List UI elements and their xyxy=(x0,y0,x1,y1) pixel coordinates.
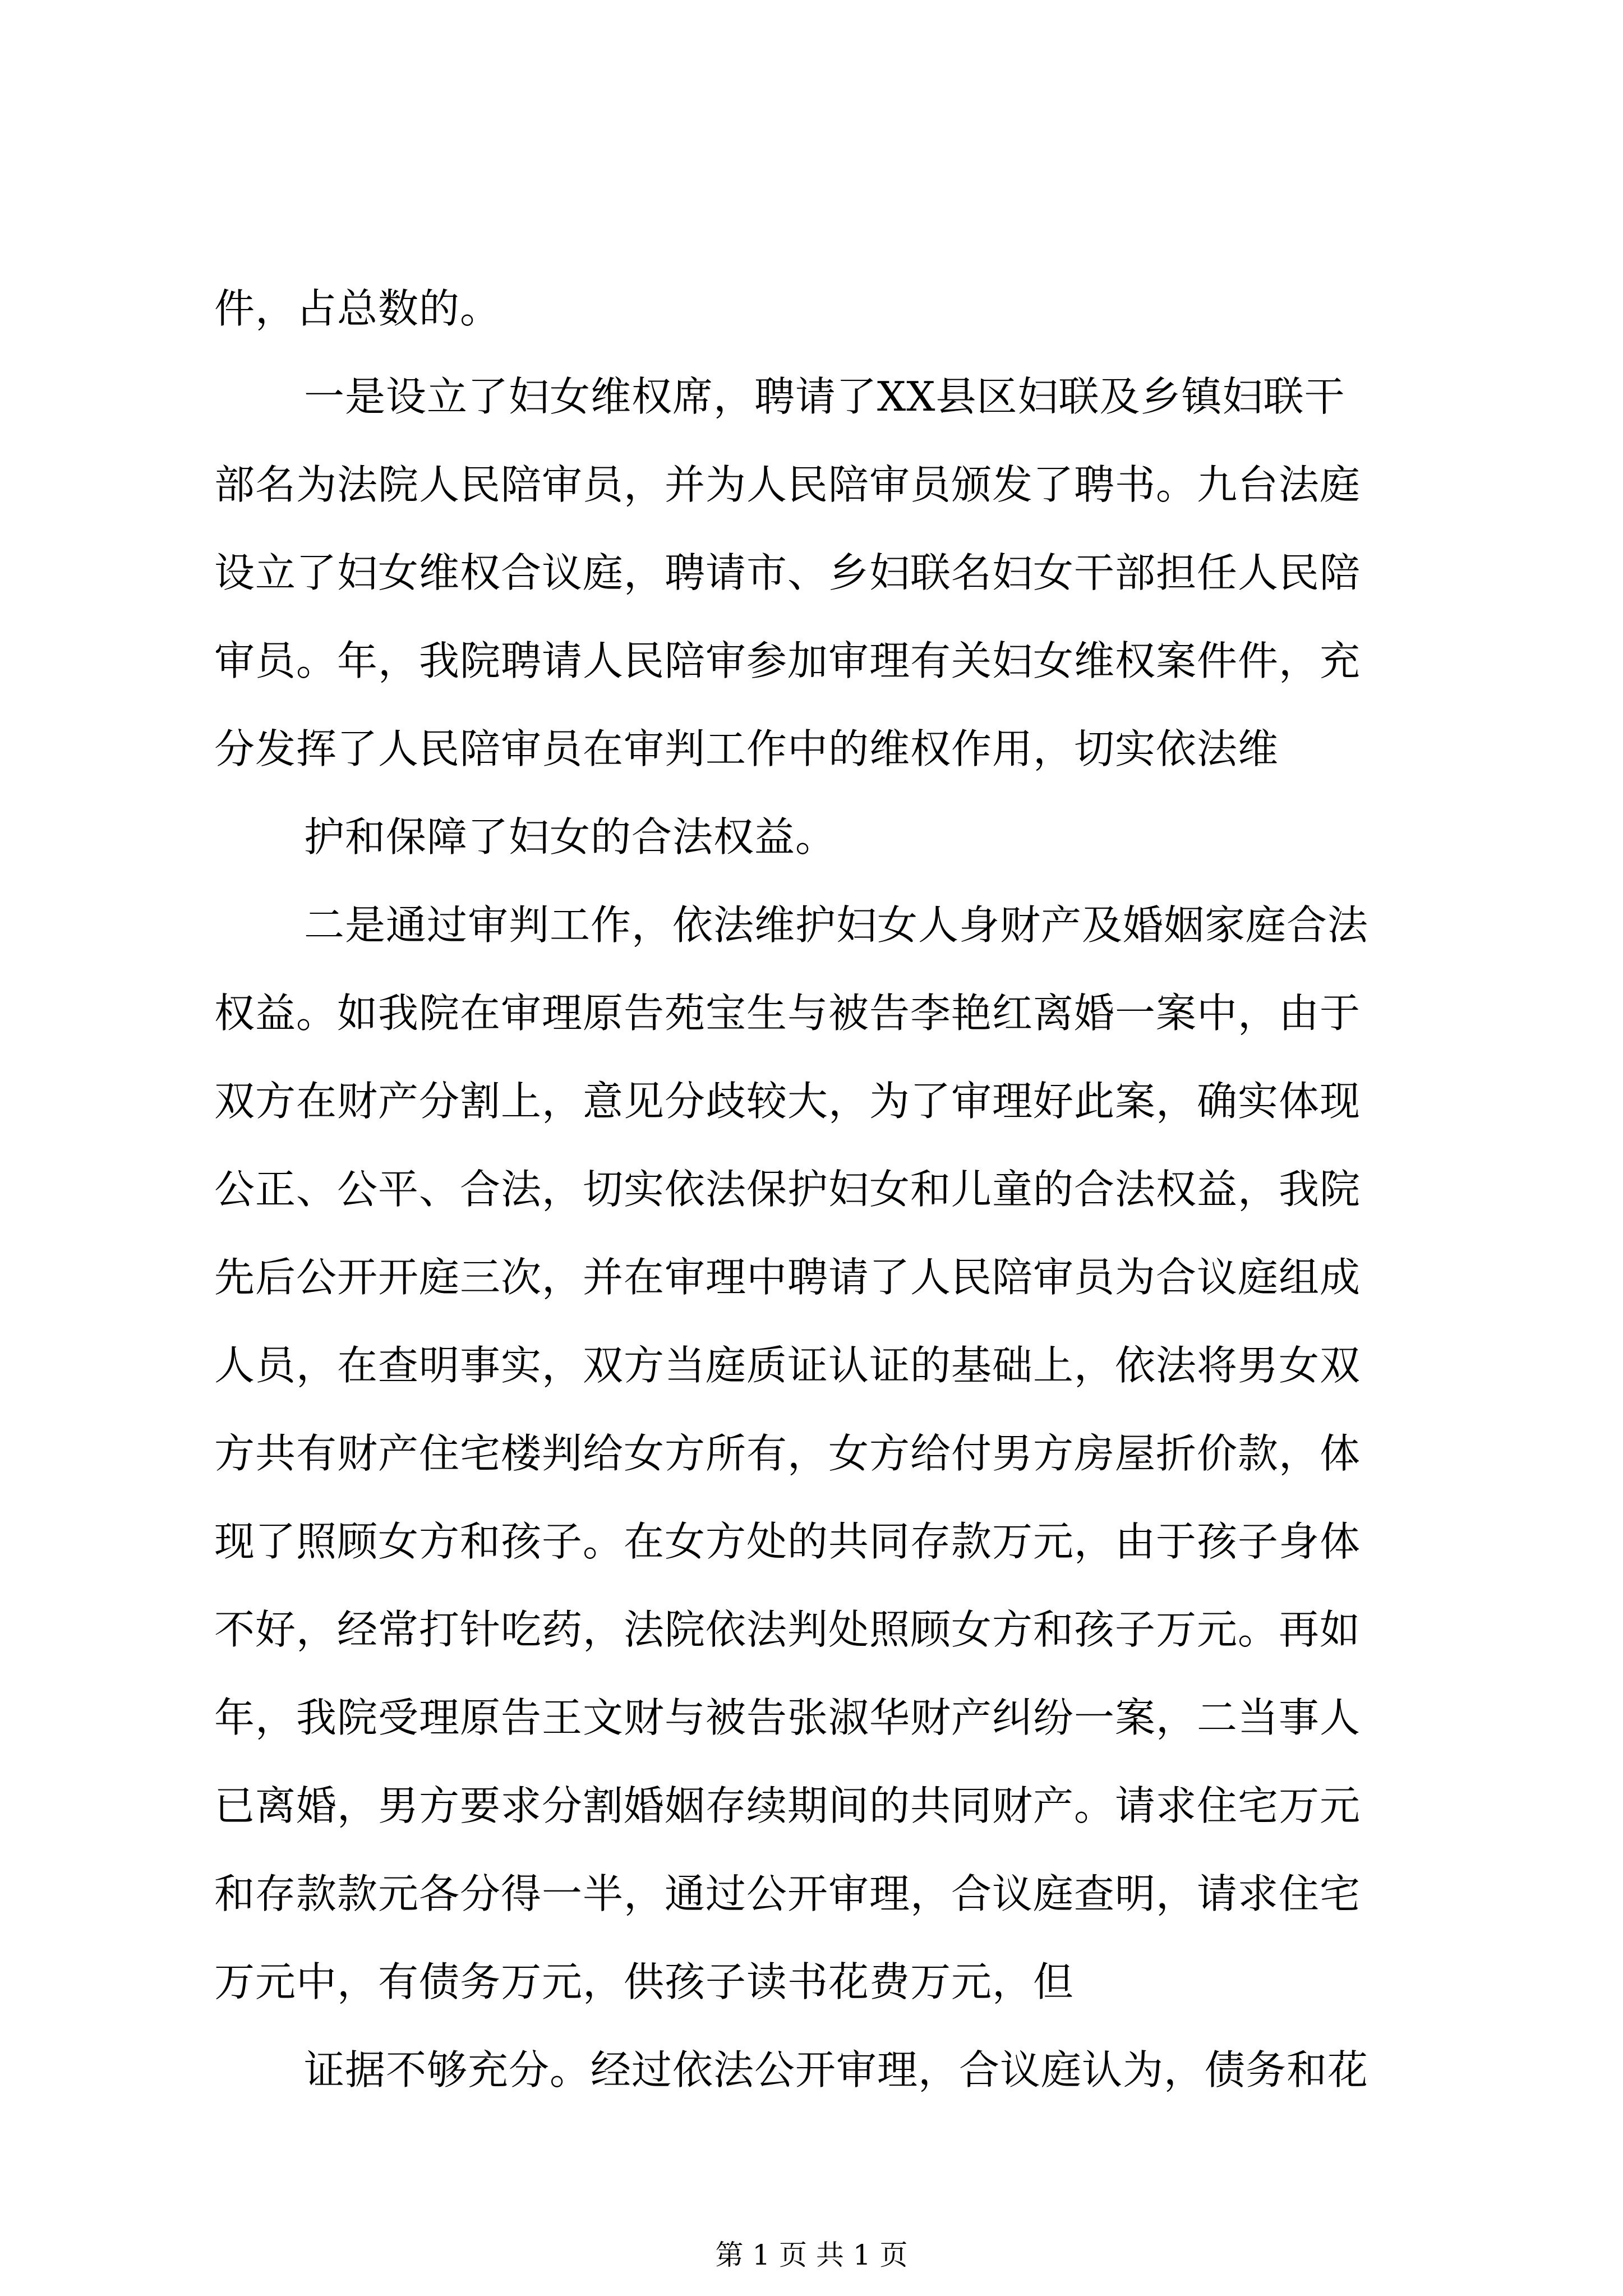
text-line-5: 审员。年，我院聘请人民陪审参加审理有关妇女维权案件件，充 xyxy=(214,637,1361,684)
text-line-18: 已离婚，男方要求分割婚姻存续期间的共同财产。请求住宅万元 xyxy=(214,1782,1361,1829)
text-line-9: 权益。如我院在审理原告苑宝生与被告李艳红离婚一案中，由于 xyxy=(214,990,1361,1037)
text-line-1: 件，占总数的。 xyxy=(214,285,501,332)
text-line-4: 设立了妇女维权合议庭，聘请市、乡妇联名妇女干部担任人民陪 xyxy=(214,549,1361,596)
text-line-15: 现了照顾女方和孩子。在女方处的共同存款万元，由于孩子身体 xyxy=(214,1518,1361,1565)
text-line-2: 一是设立了妇女维权席，聘请了XX县区妇联及乡镇妇联干 xyxy=(304,373,1345,420)
text-line-17: 年，我院受理原告王文财与被告张淑华财产纠纷一案，二当事人 xyxy=(214,1694,1361,1741)
text-line-14: 方共有财产住宅楼判给女方所有，女方给付男方房屋折价款，体 xyxy=(214,1430,1361,1477)
text-line-7: 护和保障了妇女的合法权益。 xyxy=(304,813,837,861)
text-line-6: 分发挥了人民陪审员在审判工作中的维权作用，切实依法维 xyxy=(214,725,1279,772)
text-line-3: 部名为法院人民陪审员，并为人民陪审员颁发了聘书。九台法庭 xyxy=(214,461,1361,508)
text-line-21: 证据不够充分。经过依法公开审理，合议庭认为，债务和花 xyxy=(304,2046,1369,2093)
text-line-12: 先后公开开庭三次，并在审理中聘请了人民陪审员为合议庭组成 xyxy=(214,1254,1361,1301)
text-line-13: 人员，在查明事实，双方当庭质证认证的基础上，依法将男女双 xyxy=(214,1342,1361,1389)
text-line-19: 和存款款元各分得一半，通过公开审理，合议庭查明，请求住宅 xyxy=(214,1870,1361,1917)
text-line-10: 双方在财产分割上，意见分歧较大，为了审理好此案，确实体现 xyxy=(214,1078,1361,1125)
text-line-11: 公正、公平、合法，切实依法保护妇女和儿童的合法权益，我院 xyxy=(214,1166,1361,1213)
text-line-8: 二是通过审判工作，依法维护妇女人身财产及婚姻家庭合法 xyxy=(304,901,1369,949)
text-line-20: 万元中，有债务万元，供孩子读书花费万元，但 xyxy=(214,1958,1075,2005)
page-footer: 第 1 页 共 1 页 xyxy=(715,2239,908,2271)
text-line-16: 不好，经常打针吃药，法院依法判处照顾女方和孩子万元。再如 xyxy=(214,1606,1361,1653)
